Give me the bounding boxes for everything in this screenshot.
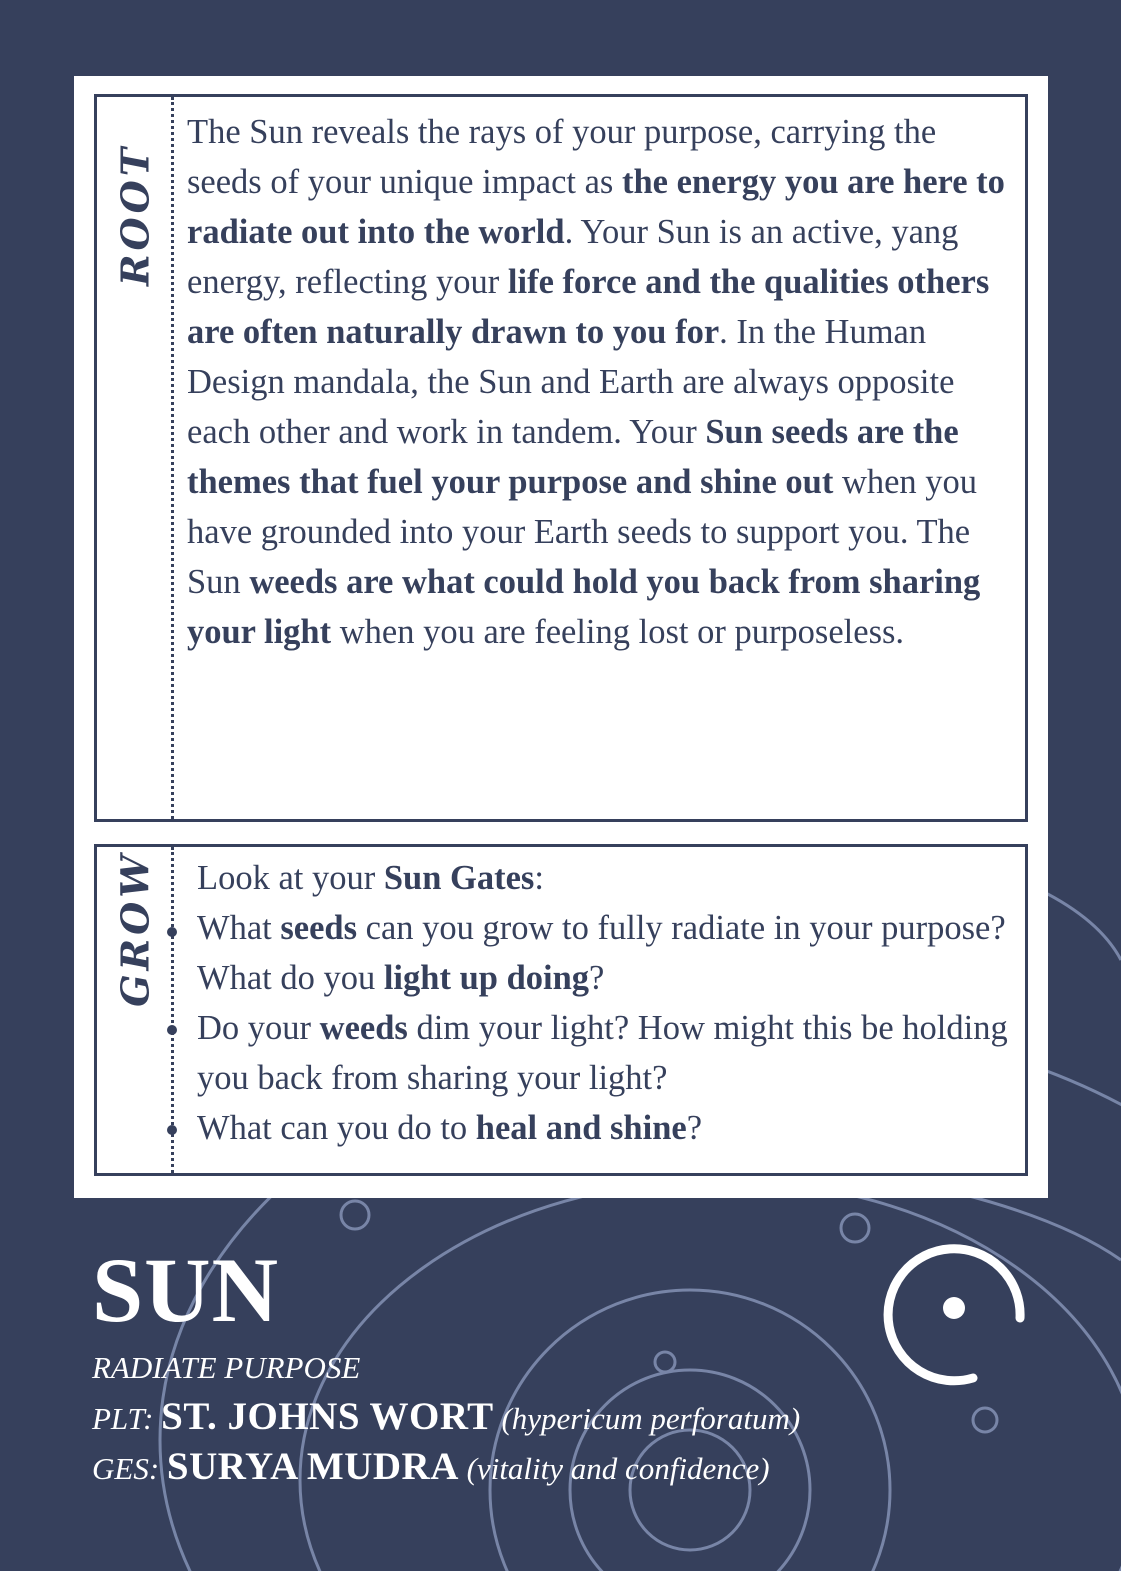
plant-detail: (hypericum perforatum) [501,1401,801,1436]
grow-prompt-line [197,1103,1017,1153]
plant-line [92,1394,800,1439]
root-emphasis: the energy you are here to radiate out into the world [187,163,1005,251]
root-label-column [97,97,173,819]
grow-label-column [97,847,173,1173]
grow-text-segment: can you grow to fully radiate in your purpose? What do you [197,909,1006,997]
grow-text-segment: ? [589,959,605,997]
grow-prompts [197,853,1017,1153]
root-label: ROOT [112,143,158,287]
gesture-detail: (vitality and confidence) [466,1451,770,1486]
root-section [94,94,1028,822]
grow-emphasis: light up doing [383,959,590,997]
grow-emphasis: weeds [319,1009,408,1047]
grow-text-segment: : [534,859,544,897]
grow-text-segment: What can you do to [197,1109,476,1147]
sun-symbol-icon [878,1238,1028,1388]
grow-emphasis: heal and shine [475,1109,687,1147]
root-text-segment: . Your Sun is an active, yang energy, reflecting your [187,213,959,301]
gesture-prefix: GES: [92,1451,160,1486]
grow-prompt-line [197,853,1017,903]
grow-prompt-line [197,903,1017,1003]
grow-label: GROW [112,851,158,1007]
grow-text-segment: What [197,909,281,947]
grow-emphasis: seeds [280,909,358,947]
bullet-dot-icon [167,927,177,937]
plant-name: ST. JOHNS WORT [161,1395,494,1438]
root-paragraph [187,107,1019,657]
root-divider [171,97,174,819]
grow-text-segment: ? [686,1109,703,1147]
grow-emphasis: Sun Gates [383,859,535,897]
root-text-segment: . In the Human Design mandala, the Sun and Earth are always opposite each other and work in tandem. Your [187,313,955,451]
plant-prefix: PLT: [92,1401,154,1436]
grow-text-segment: Do your [197,1009,320,1047]
card-title: SUN [92,1239,280,1341]
root-text-segment: when you are feeling lost or purposeless. [331,613,905,651]
root-emphasis: life force and the qualities others are often naturally drawn to you for [187,263,990,351]
gesture-name: SURYA MUDRA [166,1445,459,1488]
root-text-segment: when you have grounded into your Earth seeds to support you. The Sun [187,463,978,601]
subtitle: RADIATE PURPOSE [92,1350,361,1385]
bullet-dot-icon [167,1125,177,1135]
bullet-dot-icon [167,1025,177,1035]
root-text-segment: The Sun reveals the rays of your purpose, carrying the seeds of your unique impact as [187,113,937,201]
grow-text-segment: Look at your [197,859,384,897]
gesture-line [92,1444,770,1489]
root-emphasis: weeds are what could hold you back from sharing your light [187,563,981,651]
grow-text-segment: dim your light? How might this be holding you back from sharing your light? [197,1009,1008,1097]
grow-prompt-line [197,1003,1017,1103]
grow-section [94,844,1028,1176]
root-emphasis: Sun seeds are the themes that fuel your purpose and shine out [187,413,959,501]
info-card [74,76,1048,1198]
